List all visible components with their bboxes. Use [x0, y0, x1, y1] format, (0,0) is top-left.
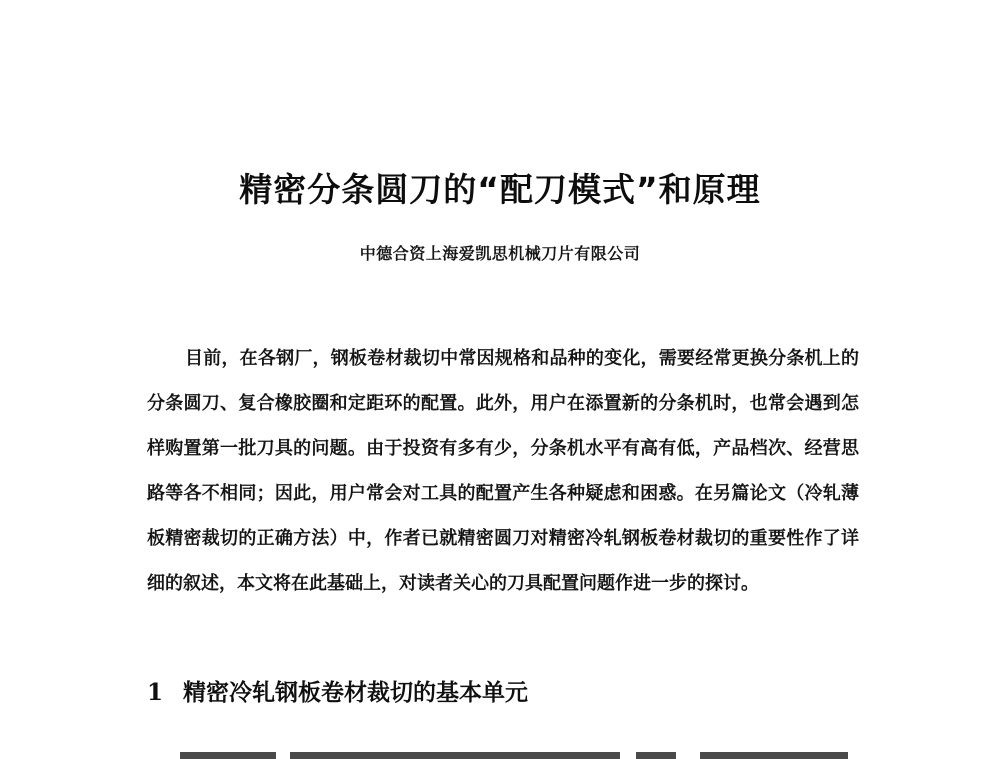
intro-paragraph: 目前，在各钢厂，钢板卷材裁切中常因规格和品种的变化，需要经常更换分条机上的分条圆刀、复合橡胶圈和定距环的配置。此外，用户在添置新的分条机时，也常会遇到怎样购置第一批刀具的问题。由于投资有多有少，分条机水平有高有低，产品档次、经营思路等各不相同；因此，用户常会对工具的配置产生各种疑虑和困惑。在另篇论文（冷轧薄板精密裁切的正确方法）中，作者已就精密圆刀对精密冷轧钢板卷材裁切的重要性作了详细的叙述，本文将在此基础上，对读者关心的刀具配置问题作进一步的探讨。 — [147, 348, 859, 594]
document-title: 精密分条圆刀的“配刀模式”和原理 — [239, 170, 761, 209]
cropped-text-fragment — [180, 752, 276, 759]
cropped-text-fragment — [290, 752, 620, 759]
cropped-text-fragment — [636, 752, 676, 759]
section-title: 精密冷轧钢板卷材裁切的基本单元 — [183, 680, 528, 706]
section-number: 1 — [147, 679, 164, 706]
section-heading — [147, 673, 528, 713]
cropped-text-fragment — [700, 752, 848, 759]
cropped-next-line — [180, 752, 848, 759]
author-affiliation: 中德合资上海爱凯思机械刀片有限公司 — [359, 244, 641, 263]
